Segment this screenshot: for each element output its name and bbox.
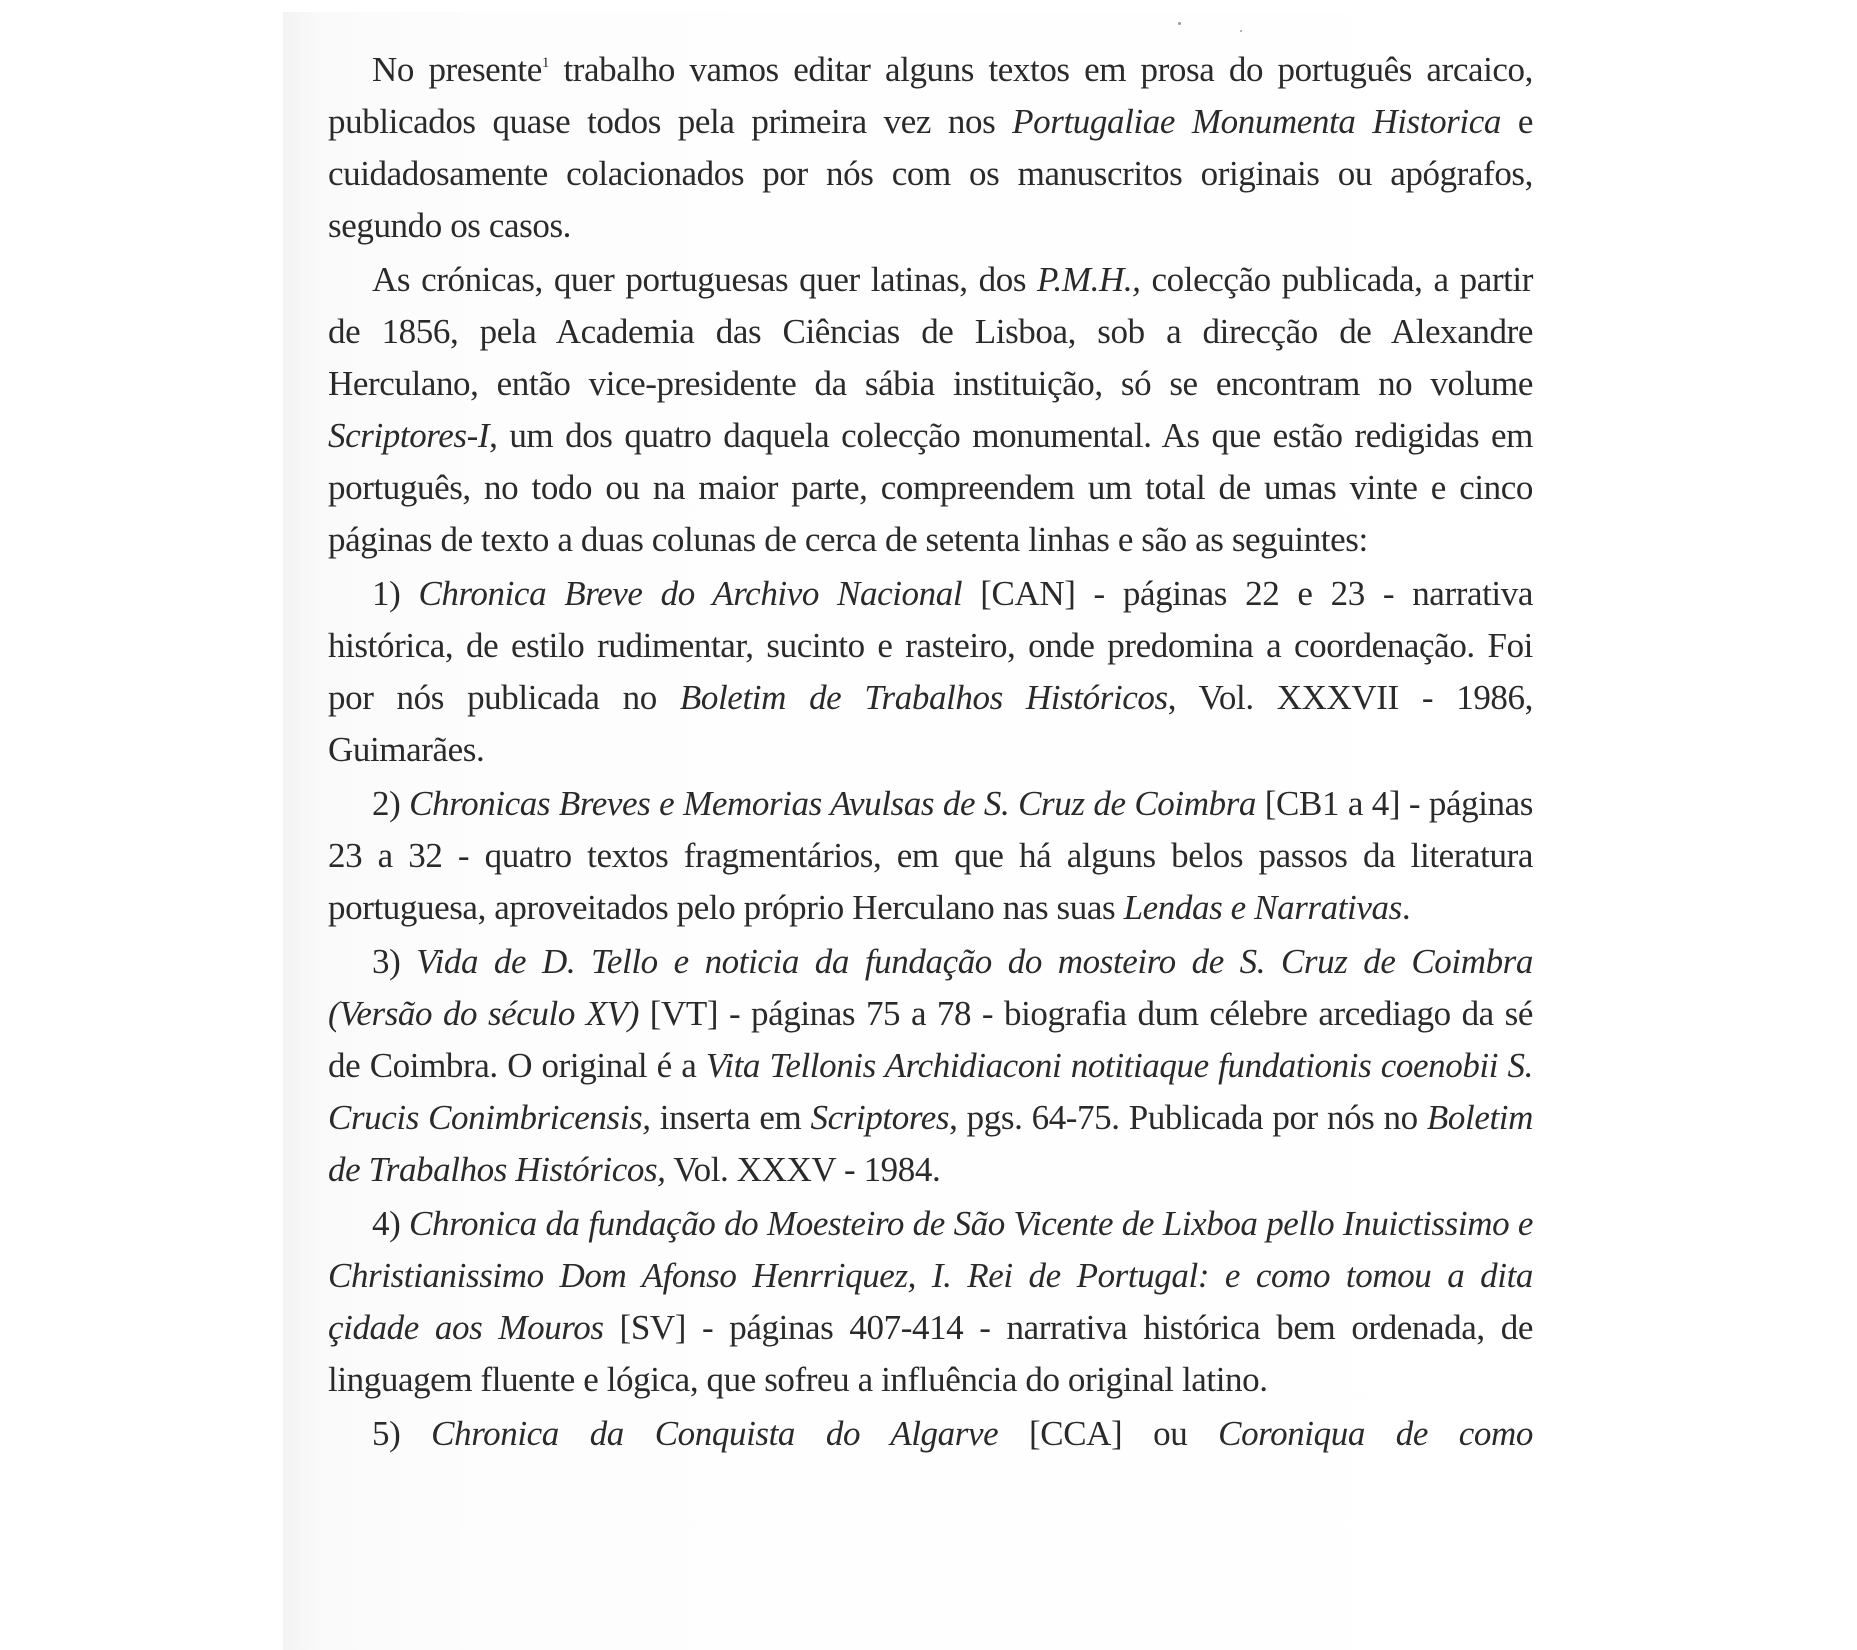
scan-speck <box>1178 22 1181 25</box>
segment-italic: Scriptores-I <box>328 416 490 455</box>
segment: As crónicas, quer portuguesas quer latinas, dos <box>372 260 1038 299</box>
segment: 5) <box>372 1414 432 1453</box>
segment-italic: Boletim de Trabalhos Históricos <box>679 678 1168 717</box>
segment-italic: Scriptores <box>810 1098 950 1137</box>
segment-italic: P.M.H., <box>1037 260 1141 299</box>
segment: [CCA] ou <box>998 1414 1219 1453</box>
segment: inserta em <box>650 1098 811 1137</box>
paragraph-intro <box>328 44 1533 252</box>
list-item-4 <box>328 1198 1533 1406</box>
scan-speck <box>1240 30 1242 32</box>
segment-italic: Boletim de Trabalhos Históricos, <box>328 1098 1533 1189</box>
segment: No presente <box>372 50 542 89</box>
segment: Vol. XXXV - 1984. <box>665 1150 941 1189</box>
segment: [CAN] - páginas 22 e 23 - narrativa histórica, de estilo rudimentar, sucinto e rasteiro, onde predomina a coordenação. Foi por nós publicada no <box>328 574 1533 717</box>
segment-italic: Coroniqua de como <box>1218 1414 1533 1453</box>
segment: , Vol. XXXVII - 1986, Guimarães. <box>328 678 1533 769</box>
segment: trabalho vamos editar alguns textos em prosa do português arcaico, publicados quase todos pela primeira vez nos <box>328 50 1533 141</box>
segment: , um dos quatro daquela colecção monumental. As que estão redigidas em português, no todo ou na maior parte, compreendem um total de umas vinte e cinco páginas de texto a duas colunas de cerca de setenta linhas e são as seguintes: <box>328 416 1533 559</box>
segment: . <box>1401 888 1411 927</box>
segment-italic: Chronica da fundação do Moesteiro de São Vicente de Lixboa pello Inuictissimo e Christianissimo Dom Afonso Henrriquez, I. Rei de Portugal: e como tomou a dita çidade aos Mouros <box>328 1204 1533 1347</box>
segment: [SV] - páginas 407-414 - narrativa histórica bem ordenada, de linguagem fluente e lógica, que sofreu a influência do original latino. <box>328 1308 1533 1399</box>
segment-italic: Chronica da Conquista do Algarve <box>431 1414 999 1453</box>
segment-italic: Chronica Breve do Archivo Nacional <box>418 574 963 613</box>
segment: [CB1 a 4] - páginas 23 a 32 - quatro textos fragmentários, em que há alguns belos passos da literatura portuguesa, aproveitados pelo próprio Herculano nas suas <box>328 784 1533 927</box>
footnote-marker: 1 <box>541 55 549 71</box>
list-item-2 <box>328 778 1533 934</box>
segment: 2) <box>372 784 410 823</box>
segment: [VT] - páginas 75 a 78 - biografia dum célebre arcediago da sé de Coimbra. O original é a <box>328 994 1533 1085</box>
segment-italic: Vida de D. Tello e noticia da fundação do mosteiro de S. Cruz de Coimbra (Versão do século XV) <box>328 942 1533 1033</box>
paragraph-chronicles <box>328 254 1533 566</box>
segment: , pgs. 64-75. Publicada por nós no <box>949 1098 1427 1137</box>
list-item-1 <box>328 568 1533 776</box>
segment: 1) <box>372 574 419 613</box>
segment: colecção publicada, a partir de 1856, pela Academia das Ciências de Lisboa, sob a direcção de Alexandre Herculano, então vice-presidente da sábia instituição, só se encontram no volume <box>328 260 1533 403</box>
segment: 4) <box>372 1204 410 1243</box>
segment: e cuidadosamente colacionados por nós com os manuscritos originais ou apógrafos, segundo os casos. <box>328 102 1533 245</box>
list-item-3 <box>328 936 1533 1196</box>
segment-italic: Vita Tellonis Archidiaconi notitiaque fundationis coenobii S. Crucis Conimbricensis, <box>328 1046 1533 1137</box>
list-item-5 <box>328 1408 1533 1460</box>
segment-italic: Chronicas Breves e Memorias Avulsas de S. Cruz de Coimbra <box>409 784 1257 823</box>
segment: 3) <box>372 942 417 981</box>
segment-italic: Portugaliae Monumenta Historica <box>1012 102 1501 141</box>
segment-italic: Lendas e Narrativas <box>1123 888 1402 927</box>
body-text <box>328 44 1533 1460</box>
